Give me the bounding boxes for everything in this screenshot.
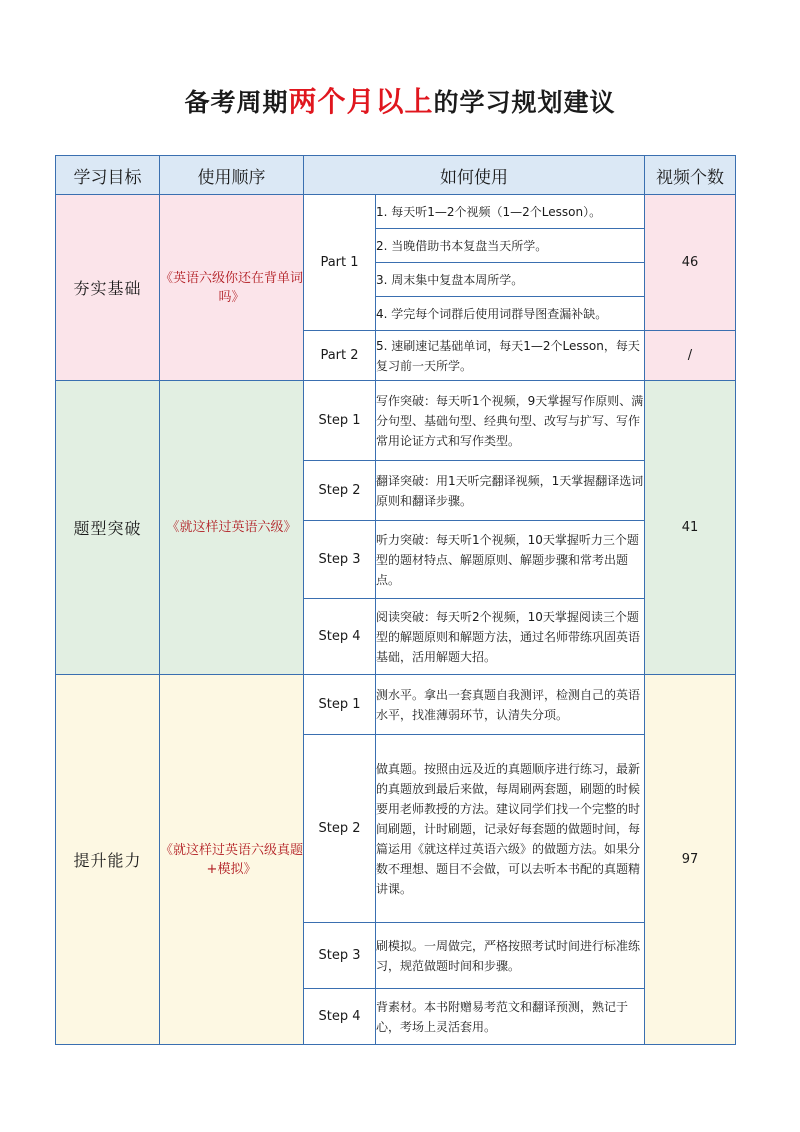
video-count: 41: [645, 381, 736, 675]
goal-cell: 题型突破: [56, 381, 160, 675]
book-cell: 《就这样过英语六级》: [160, 381, 304, 675]
table-row: [56, 195, 736, 229]
step-label: Step 3: [304, 521, 376, 599]
goal-cell: 夯实基础: [56, 195, 160, 381]
book-cell: 《就这样过英语六级真题+模拟》: [160, 675, 304, 1045]
step-desc: 听力突破：每天听1个视频，10天掌握听力三个题型的题材特点、解题原则、解题步骤和常考出题点。: [376, 521, 645, 599]
step-desc: 做真题。按照由远及近的真题顺序进行练习，最新的真题放到最后来做，每周刷两套题，刷题的时候要用老师教授的方法。建议同学们找一个完整的时间刷题，计时刷题，记录好每套题的做题时间，每篇运用《就这样过英语六级》的做题方法。如果分数不理想、题目不会做，可以去听本书配的真题精讲课。: [376, 735, 645, 923]
part-label: Part 1: [304, 195, 376, 331]
table-row: [56, 381, 736, 461]
video-count: 97: [645, 675, 736, 1045]
title-suffix: 的学习规划建议: [433, 88, 616, 117]
usage-item: 3. 周末集中复盘本周所学。: [376, 263, 645, 297]
step-desc: 背素材。本书附赠易考范文和翻译预测，熟记于心，考场上灵活套用。: [376, 989, 645, 1045]
header-goal: 学习目标: [56, 156, 160, 195]
page-title: [0, 80, 800, 120]
step-label: Step 2: [304, 735, 376, 923]
video-count: 46: [645, 195, 736, 331]
part-label: Part 2: [304, 331, 376, 381]
step-desc: 翻译突破：用1天听完翻译视频，1天掌握翻译选词原则和翻译步骤。: [376, 461, 645, 521]
usage-item: 2. 当晚借助书本复盘当天所学。: [376, 229, 645, 263]
step-desc: 测水平。拿出一套真题自我测评，检测自己的英语水平，找准薄弱环节，认清失分项。: [376, 675, 645, 735]
usage-item: 5. 速刷速记基础单词，每天1—2个Lesson，每天复习前一天所学。: [376, 331, 645, 381]
book-cell: 《英语六级你还在背单词吗》: [160, 195, 304, 381]
step-desc: 刷模拟。一周做完，严格按照考试时间进行标准练习，规范做题时间和步骤。: [376, 923, 645, 989]
title-highlight: 两个月以上: [288, 85, 434, 118]
step-desc: 写作突破：每天听1个视频，9天掌握写作原则、满分句型、基础句型、经典句型、改写与扩写、写作常用论证方式和写作类型。: [376, 381, 645, 461]
step-label: Step 1: [304, 381, 376, 461]
step-label: Step 3: [304, 923, 376, 989]
step-label: Step 4: [304, 989, 376, 1045]
step-label: Step 2: [304, 461, 376, 521]
header-order: 使用顺序: [160, 156, 304, 195]
table-row: [56, 675, 736, 735]
title-prefix: 备考周期: [184, 88, 289, 117]
header-video-count: 视频个数: [645, 156, 736, 195]
usage-item: 4. 学完每个词群后使用词群导图查漏补缺。: [376, 297, 645, 331]
goal-cell: 提升能力: [56, 675, 160, 1045]
step-label: Step 4: [304, 599, 376, 675]
study-plan-table: [55, 155, 736, 1045]
step-label: Step 1: [304, 675, 376, 735]
usage-item: 1. 每天听1—2个视频（1—2个Lesson）。: [376, 195, 645, 229]
video-count: /: [645, 331, 736, 381]
header-row: [56, 156, 736, 195]
header-usage: 如何使用: [304, 156, 645, 195]
step-desc: 阅读突破：每天听2个视频，10天掌握阅读三个题型的解题原则和解题方法，通过名师带练巩固英语基础，活用解题大招。: [376, 599, 645, 675]
